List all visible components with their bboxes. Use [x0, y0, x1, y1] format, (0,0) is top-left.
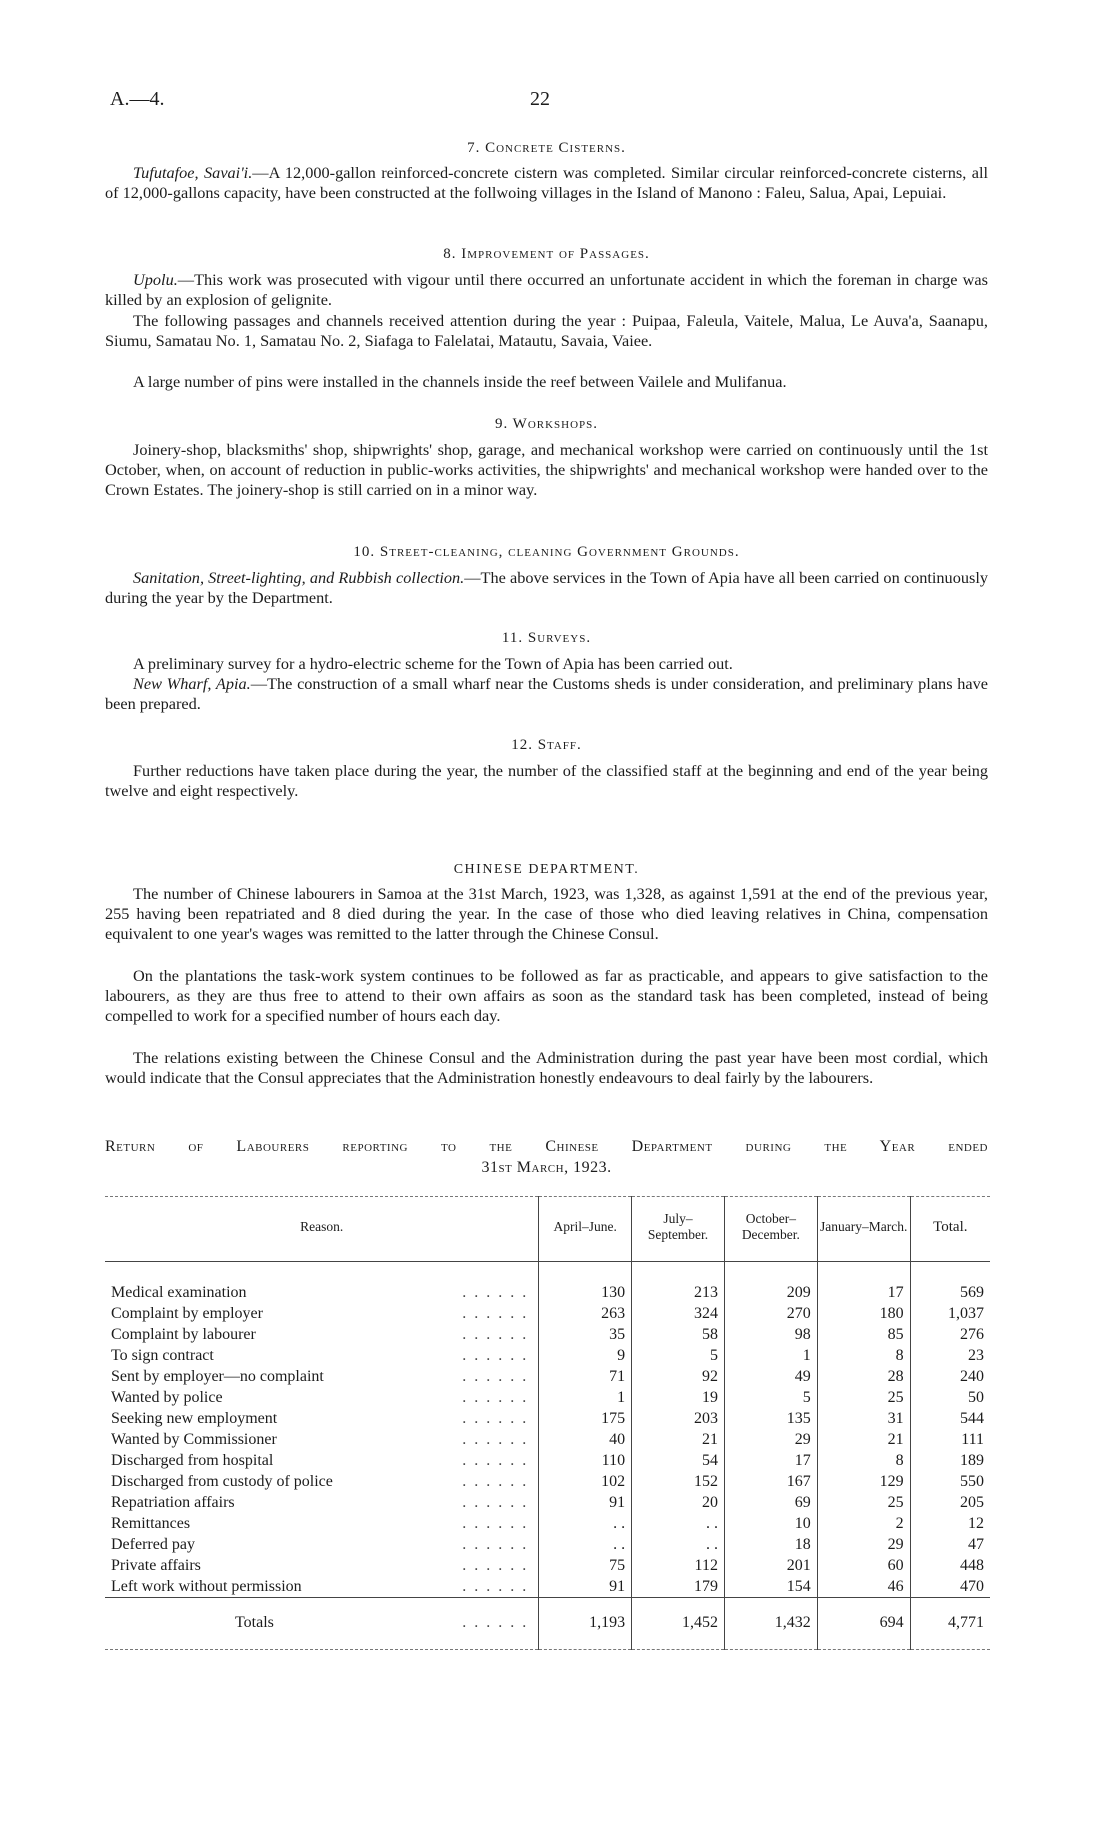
reason-cell [105, 1576, 539, 1598]
section-11-paragraph-2 [105, 674, 988, 714]
paragraph-text: —The above services in the Town of Apia have all been carried on continuously during the year by the Department. [105, 568, 988, 607]
quarter-total-cell: 694 [817, 1598, 910, 1650]
section-8-heading: 8. Improvement of Passages. [443, 246, 650, 262]
quarter-cell: 21 [632, 1429, 725, 1450]
section-8-paragraph-2 [105, 311, 988, 351]
reason-label: Repatriation affairs [111, 1494, 235, 1511]
reason-label: Discharged from hospital [111, 1452, 274, 1469]
paragraph-text: —A 12,000-gallon reinforced-concrete cistern was completed. Similar circular reinforced-concrete cisterns, all of 12,000-gallons capacity, have been constructed at the follwoing villages in the Island of Manono : Faleu, Salua, Apai, Lepuiai. [105, 163, 988, 202]
quarter-cell: 91 [539, 1576, 632, 1598]
quarter-cell: 60 [817, 1555, 910, 1576]
total-cell: 12 [910, 1513, 990, 1534]
quarter-cell: 8 [817, 1450, 910, 1471]
quarter-cell: 5 [632, 1345, 725, 1366]
reason-label: Complaint by labourer [111, 1326, 256, 1343]
reason-label: To sign contract [111, 1347, 214, 1364]
quarter-cell: 92 [632, 1366, 725, 1387]
quarter-cell: 8 [817, 1345, 910, 1366]
leader-dots: . . . . . . [462, 1536, 529, 1553]
section-8-paragraph-3 [105, 372, 988, 392]
table-row [105, 1555, 990, 1576]
leader-dots: . . . . . . [462, 1452, 529, 1469]
section-12-paragraph [105, 761, 988, 801]
quarter-cell: 49 [724, 1366, 817, 1387]
leader-dots: . . . . . . [462, 1410, 529, 1427]
paragraph-text: On the plantations the task-work system continues to be followed as far as practicable, and appears to give satisfaction to the labourers, as they are thus free to attend to their own affairs as soon as the standard task has been completed, instead of being compelled to work for a specified number of hours each day. [105, 966, 988, 1025]
quarter-cell: 29 [817, 1534, 910, 1555]
quarter-cell: 17 [724, 1450, 817, 1471]
quarter-cell: 58 [632, 1324, 725, 1345]
reason-cell [105, 1429, 539, 1450]
total-cell: 47 [910, 1534, 990, 1555]
quarter-cell: 129 [817, 1471, 910, 1492]
reason-cell [105, 1471, 539, 1492]
quarter-cell: 2 [817, 1513, 910, 1534]
quarter-cell: 179 [632, 1576, 725, 1598]
table-row [105, 1471, 990, 1492]
table-row [105, 1303, 990, 1324]
quarter-cell: 213 [632, 1262, 725, 1304]
reason-cell [105, 1345, 539, 1366]
totals-row [105, 1598, 990, 1650]
leader-dots: . . . . . . [462, 1305, 529, 1322]
reason-label: Sent by employer—no complaint [111, 1368, 324, 1385]
quarter-cell: 102 [539, 1471, 632, 1492]
quarter-cell: 10 [724, 1513, 817, 1534]
quarter-cell: 40 [539, 1429, 632, 1450]
column-header-total: Total. [910, 1197, 990, 1262]
table-row [105, 1429, 990, 1450]
table-row [105, 1387, 990, 1408]
section-7-heading: 7. Concrete Cisterns. [467, 140, 626, 156]
total-cell: 189 [910, 1450, 990, 1471]
quarter-cell: 209 [724, 1262, 817, 1304]
table-caption-line-1: Return of Labourers reporting to the Chinese Department during the Year ended [105, 1138, 988, 1155]
total-cell: 240 [910, 1366, 990, 1387]
reason-cell [105, 1555, 539, 1576]
quarter-cell: 75 [539, 1555, 632, 1576]
section-9-paragraph [105, 440, 988, 500]
totals-label: Totals [235, 1614, 274, 1631]
reason-cell [105, 1450, 539, 1471]
table-row [105, 1324, 990, 1345]
quarter-cell: 25 [817, 1492, 910, 1513]
quarter-cell: 324 [632, 1303, 725, 1324]
column-header-reason: Reason. [105, 1197, 539, 1262]
table-row [105, 1450, 990, 1471]
reason-label: Remittances [111, 1515, 191, 1532]
quarter-cell: 201 [724, 1555, 817, 1576]
reason-cell [105, 1262, 539, 1304]
paragraph-text: —The construction of a small wharf near the Customs sheds is under consideration, and preliminary plans have been prepared. [105, 674, 989, 713]
reason-label: Medical examination [111, 1284, 247, 1301]
quarter-cell: 9 [539, 1345, 632, 1366]
section-11-paragraph-1 [105, 654, 988, 674]
quarter-cell: 35 [539, 1324, 632, 1345]
table-row [105, 1408, 990, 1429]
quarter-cell: 20 [632, 1492, 725, 1513]
section-7-paragraph [105, 163, 988, 203]
reason-cell [105, 1387, 539, 1408]
quarter-cell: 46 [817, 1576, 910, 1598]
total-cell: 50 [910, 1387, 990, 1408]
reason-label: Left work without permission [111, 1578, 302, 1595]
total-cell: 448 [910, 1555, 990, 1576]
table-row [105, 1262, 990, 1304]
place-name: Tufutafoe, Savai'i. [133, 163, 253, 182]
reason-cell [105, 1366, 539, 1387]
leader-dots: . . . . . . [462, 1473, 529, 1490]
quarter-cell: 29 [724, 1429, 817, 1450]
quarter-cell: 175 [539, 1408, 632, 1429]
total-cell: 23 [910, 1345, 990, 1366]
table-row [105, 1492, 990, 1513]
quarter-total-cell: 1,193 [539, 1598, 632, 1650]
document-code: A.—4. [110, 88, 165, 110]
quarter-cell: 31 [817, 1408, 910, 1429]
reason-label: Complaint by employer [111, 1305, 263, 1322]
table-header-row [105, 1197, 990, 1262]
leader-dots: . . . . . . [462, 1347, 529, 1364]
section-9-heading: 9. Workshops. [494, 416, 599, 432]
quarter-cell: . . [632, 1513, 725, 1534]
quarter-cell: 18 [724, 1534, 817, 1555]
quarter-cell: 167 [724, 1471, 817, 1492]
table-row [105, 1345, 990, 1366]
grand-total-cell: 4,771 [910, 1598, 990, 1650]
quarter-cell: 28 [817, 1366, 910, 1387]
reason-label: Seeking new employment [111, 1410, 278, 1427]
leader-dots: . . . . . . [462, 1389, 529, 1406]
leader-dots: . . . . . . [462, 1368, 529, 1385]
quarter-cell: 270 [724, 1303, 817, 1324]
column-header-april-june: April–June. [539, 1197, 632, 1262]
leader-dots: . . . . . . [462, 1614, 529, 1631]
quarter-cell: 180 [817, 1303, 910, 1324]
reason-cell [105, 1303, 539, 1324]
section-10-paragraph [105, 568, 988, 608]
column-header-october-december: October–December. [724, 1197, 817, 1262]
reason-label: Wanted by police [111, 1389, 223, 1406]
leader-dots: . . . . . . [462, 1431, 529, 1448]
total-cell: 111 [910, 1429, 990, 1450]
total-cell: 1,037 [910, 1303, 990, 1324]
page-number: 22 [530, 88, 550, 110]
quarter-cell: 154 [724, 1576, 817, 1598]
total-cell: 550 [910, 1471, 990, 1492]
quarter-total-cell: 1,432 [724, 1598, 817, 1650]
quarter-cell: 130 [539, 1262, 632, 1304]
total-cell: 544 [910, 1408, 990, 1429]
quarter-cell: 98 [724, 1324, 817, 1345]
quarter-cell: 152 [632, 1471, 725, 1492]
quarter-cell: 203 [632, 1408, 725, 1429]
labourers-return-table [105, 1196, 990, 1652]
total-cell: 569 [910, 1262, 990, 1304]
reason-label: Discharged from custody of police [111, 1473, 333, 1490]
reason-cell [105, 1492, 539, 1513]
reason-cell [105, 1324, 539, 1345]
place-name: Upolu. [133, 270, 178, 289]
quarter-cell: 17 [817, 1262, 910, 1304]
column-header-july-september: July–September. [632, 1197, 725, 1262]
totals-cell [105, 1598, 539, 1650]
table-row [105, 1576, 990, 1598]
paragraph-text: The number of Chinese labourers in Samoa at the 31st March, 1923, was 1,328, as against 1,591 at the end of the previous year, 255 having been repatriated and 8 died during the year. In the case of those who died leaving relatives in China, compensation equivalent to one year's wages was remitted to the latter through the Chinese Consul. [105, 884, 988, 943]
total-cell: 470 [910, 1576, 990, 1598]
chinese-paragraph-3 [105, 1048, 988, 1088]
reason-cell [105, 1513, 539, 1534]
quarter-cell: 21 [817, 1429, 910, 1450]
quarter-cell: 91 [539, 1492, 632, 1513]
chinese-department-heading: CHINESE DEPARTMENT. [453, 862, 640, 877]
quarter-total-cell: 1,452 [632, 1598, 725, 1650]
reason-cell [105, 1534, 539, 1555]
leader-dots: . . . . . . [462, 1578, 529, 1595]
paragraph-text: A large number of pins were installed in the channels inside the reef between Vailele and Mulifanua. [133, 372, 787, 391]
chinese-paragraph-1 [105, 884, 988, 944]
section-12-heading: 12. Staff. [511, 737, 582, 753]
section-10-heading: 10. Street-cleaning, cleaning Government Grounds. [353, 544, 740, 560]
quarter-cell: 263 [539, 1303, 632, 1324]
quarter-cell: 25 [817, 1387, 910, 1408]
reason-label: Private affairs [111, 1557, 201, 1574]
leader-dots: . . . . . . [462, 1326, 529, 1343]
leader-dots: . . . . . . [462, 1494, 529, 1511]
paragraph-text: Further reductions have taken place during the year, the number of the classified staff at the beginning and end of the year being twelve and eight respectively. [105, 761, 988, 800]
table-caption-line-2: 31st March, 1923. [481, 1159, 612, 1176]
quarter-cell: 19 [632, 1387, 725, 1408]
quarter-cell: 5 [724, 1387, 817, 1408]
total-cell: 276 [910, 1324, 990, 1345]
reason-label: Wanted by Commissioner [111, 1431, 277, 1448]
topic-name: Sanitation, Street-lighting, and Rubbish collection. [133, 568, 465, 587]
quarter-cell: 1 [539, 1387, 632, 1408]
table-row [105, 1513, 990, 1534]
quarter-cell: 54 [632, 1450, 725, 1471]
table-row [105, 1534, 990, 1555]
quarter-cell: 1 [724, 1345, 817, 1366]
section-11-heading: 11. Surveys. [501, 630, 592, 646]
leader-dots: . . . . . . [462, 1515, 529, 1532]
quarter-cell: 71 [539, 1366, 632, 1387]
paragraph-text: The following passages and channels received attention during the year : Puipaa, Faleula, Vaitele, Malua, Le Auva'a, Saanapu, Siumu, Samatau No. 1, Samatau No. 2, Siafaga to Falelatai, Matautu, Savaia, Vaiee. [105, 311, 988, 350]
leader-dots: . . . . . . [462, 1284, 529, 1301]
reason-label: Deferred pay [111, 1536, 195, 1553]
chinese-paragraph-2 [105, 966, 988, 1026]
quarter-cell: 110 [539, 1450, 632, 1471]
paragraph-text: A preliminary survey for a hydro-electric scheme for the Town of Apia has been carried out. [133, 654, 733, 673]
section-8-paragraph-1 [105, 270, 988, 310]
leader-dots: . . . . . . [462, 1557, 529, 1574]
paragraph-text: The relations existing between the Chinese Consul and the Administration during the past year have been most cordial, which would indicate that the Consul appreciates that the Administration honestly endeavours to deal fairly by the labourers. [105, 1048, 988, 1087]
quarter-cell: 135 [724, 1408, 817, 1429]
total-cell: 205 [910, 1492, 990, 1513]
quarter-cell: 69 [724, 1492, 817, 1513]
table-row [105, 1366, 990, 1387]
quarter-cell: . . [632, 1534, 725, 1555]
quarter-cell: . . [539, 1513, 632, 1534]
place-name: New Wharf, Apia. [133, 674, 251, 693]
quarter-cell: 112 [632, 1555, 725, 1576]
paragraph-text: —This work was prosecuted with vigour until there occurred an unfortunate accident in which the foreman in charge was killed by an explosion of gelignite. [105, 270, 988, 309]
reason-cell [105, 1408, 539, 1429]
quarter-cell: . . [539, 1534, 632, 1555]
quarter-cell: 85 [817, 1324, 910, 1345]
paragraph-text: Joinery-shop, blacksmiths' shop, shipwrights' shop, garage, and mechanical workshop were carried on continuously until the 1st October, when, on account of reduction in public-works activities, the shipwrights' and mechanical workshop were handed over to the Crown Estates. The joinery-shop is still carried on in a minor way. [105, 440, 988, 499]
column-header-january-march: January–March. [817, 1197, 910, 1262]
